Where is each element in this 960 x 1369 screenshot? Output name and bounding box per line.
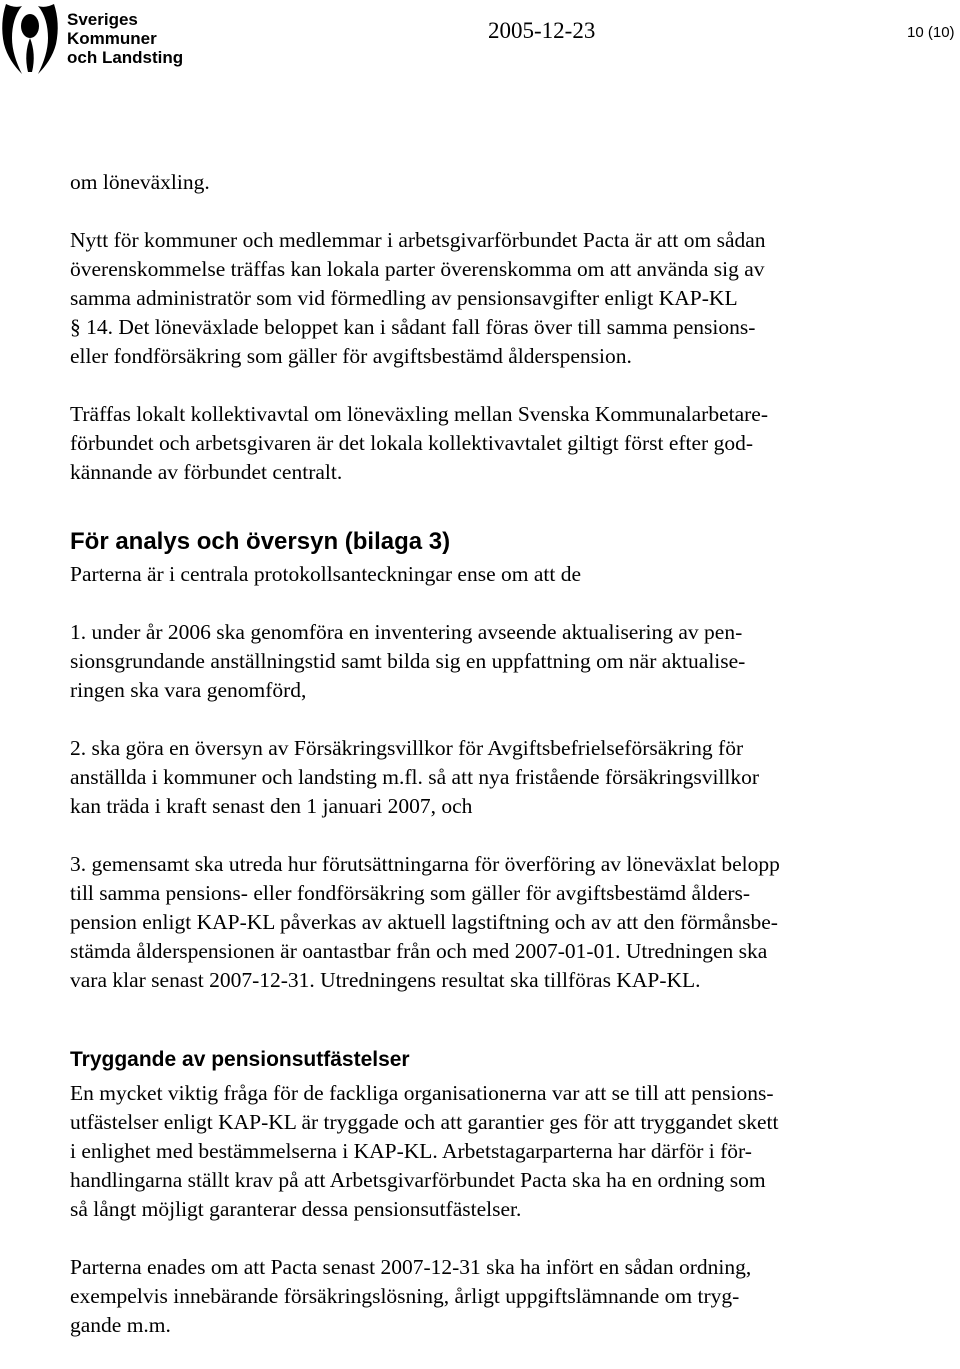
text-line: 3. gemensamt ska utreda hur förutsättningarna för överföring av löneväxlat belopp	[70, 852, 780, 876]
text-line: förbundet och arbetsgivaren är det lokala kollektivavtalet giltigt först efter god-	[70, 431, 753, 455]
text-line: om löneväxling.	[70, 170, 210, 194]
text-line: utfästelser enligt KAP-KL är tryggade och att garantier ges för att tryggandet skett	[70, 1110, 779, 1134]
text-line: Parterna är i centrala protokollsanteckningar ense om att de	[70, 562, 582, 586]
paragraph	[70, 168, 910, 197]
document-date: 2005-12-23	[488, 18, 596, 43]
text-line: Träffas lokalt kollektivavtal om löneväxling mellan Svenska Kommunalarbetare-	[70, 402, 768, 426]
text-line: Parterna enades om att Pacta senast 2007-12-31 ska ha infört en sådan ordning,	[70, 1255, 752, 1279]
logo-emblem-icon	[0, 0, 60, 80]
list-item	[70, 850, 910, 995]
text-line: vara klar senast 2007-12-31. Utredningens resultat ska tillföras KAP-KL.	[70, 968, 701, 992]
text-line: ringen ska vara genomförd,	[70, 678, 307, 702]
text-line: i enlighet med bestämmelserna i KAP-KL. Arbetstagarparterna har därför i för-	[70, 1139, 752, 1163]
text-line: 1. under år 2006 ska genomföra en inventering avseende aktualisering av pen-	[70, 620, 743, 644]
text-line: kan träda i kraft senast den 1 januari 2007, och	[70, 794, 473, 818]
section-heading: Tryggande av pensionsutfästelser	[70, 1048, 410, 1071]
list-item	[70, 734, 910, 821]
paragraph	[70, 226, 910, 371]
text-line: överenskommelse träffas kan lokala parter överenskomma om att använda sig av	[70, 257, 765, 281]
paragraph	[70, 1253, 910, 1340]
organization-logo	[0, 0, 190, 80]
logo-line: Kommuner	[67, 29, 157, 48]
text-line: så långt möjligt garanterar dessa pensionsutfästelser.	[70, 1197, 522, 1221]
section-heading: För analys och översyn (bilaga 3)	[70, 528, 451, 555]
paragraph	[70, 1079, 910, 1224]
page-number: 10 (10)	[907, 24, 955, 41]
logo-line: och Landsting	[67, 48, 184, 67]
document-body	[70, 168, 910, 1340]
text-line: Nytt för kommuner och medlemmar i arbetsgivarförbundet Pacta är att om sådan	[70, 228, 766, 252]
text-line: anställda i kommuner och landsting m.fl. så att nya fristående försäkringsvillkor	[70, 765, 760, 789]
text-line: eller fondförsäkring som gäller för avgiftsbestämd ålderspension.	[70, 344, 632, 368]
text-line: pension enligt KAP-KL påverkas av aktuell lagstiftning och av att den förmånsbe-	[70, 910, 778, 934]
text-line: till samma pensions- eller fondförsäkring som gäller för avgiftsbestämd ålders-	[70, 881, 751, 905]
paragraph	[70, 560, 910, 589]
text-line: handlingarna ställt krav på att Arbetsgivarförbundet Pacta ska ha en ordning som	[70, 1168, 766, 1192]
list-item	[70, 618, 910, 705]
paragraph	[70, 400, 910, 487]
logo-line: Sveriges	[67, 10, 138, 29]
text-line: 2. ska göra en översyn av Försäkringsvillkor för Avgiftsbefrielseförsäkring för	[70, 736, 744, 760]
logo-wordmark	[67, 10, 183, 67]
text-line: samma administratör som vid förmedling av pensionsavgifter enligt KAP-KL	[70, 286, 738, 310]
text-line: gande m.m.	[70, 1313, 171, 1337]
text-line: stämda ålderspensionen är oantastbar från och med 2007-01-01. Utredningen ska	[70, 939, 768, 963]
text-line: En mycket viktig fråga för de fackliga organisationerna var att se till att pensions-	[70, 1081, 774, 1105]
text-line: § 14. Det löneväxlade beloppet kan i sådant fall föras över till samma pensions-	[70, 315, 756, 339]
text-line: kännande av förbundet centralt.	[70, 460, 343, 484]
text-line: sionsgrundande anställningstid samt bilda sig en uppfattning om när aktualise-	[70, 649, 746, 673]
text-line: exempelvis innebärande försäkringslösning, årligt uppgiftslämnande om tryg-	[70, 1284, 740, 1308]
